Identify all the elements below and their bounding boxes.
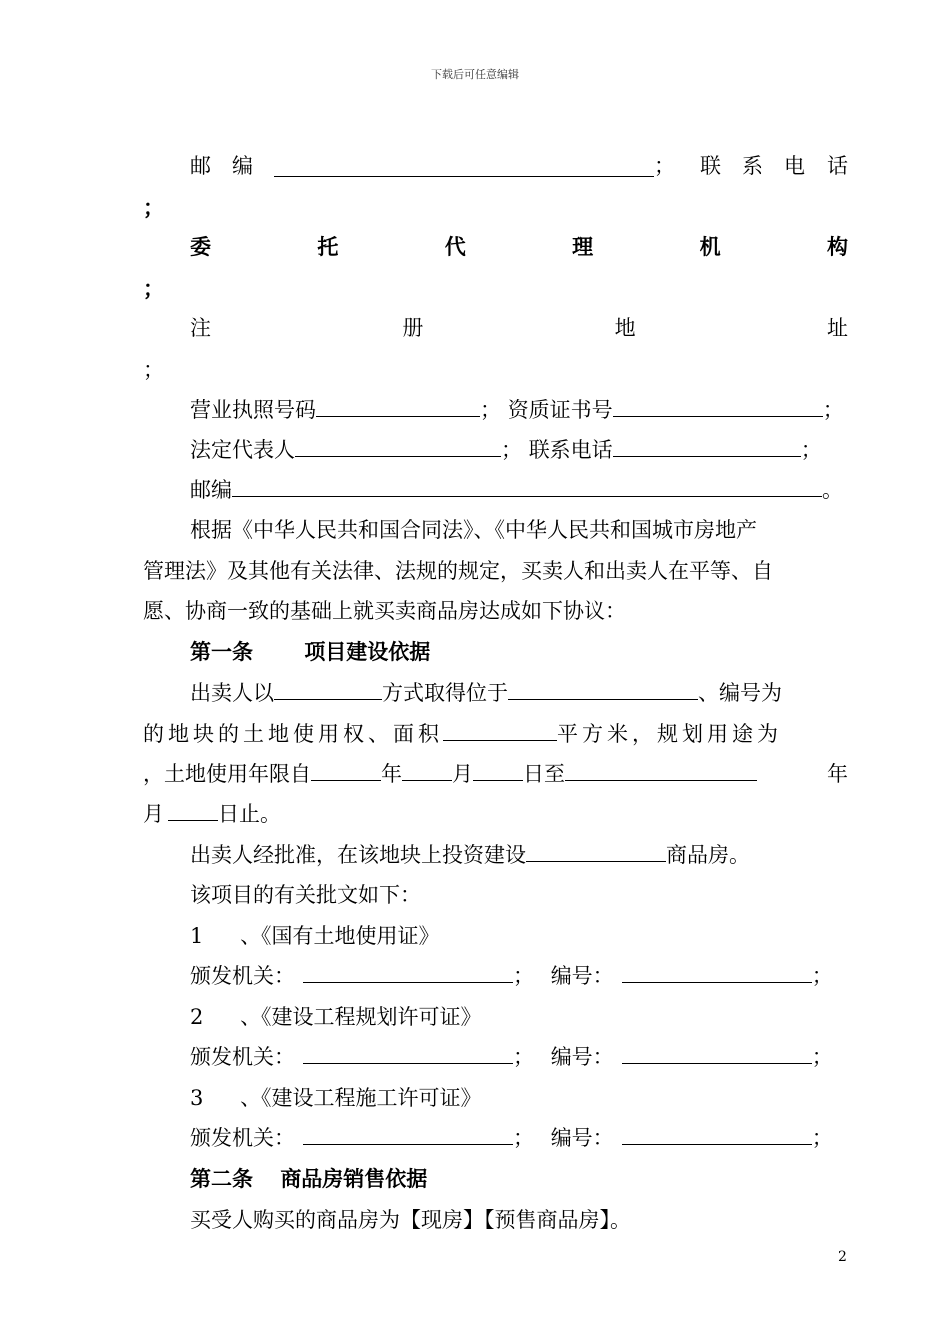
doc-1-issuer-line — [190, 962, 833, 990]
start-day-blank[interactable] — [473, 760, 523, 781]
postal2-blank[interactable] — [232, 476, 822, 497]
cert-number-blank[interactable] — [613, 396, 823, 417]
doc-1-title — [190, 922, 440, 950]
end-day-blank[interactable] — [168, 800, 218, 821]
article1-p3: 该项目的有关批文如下： — [190, 883, 421, 907]
issuer-blank[interactable] — [303, 962, 513, 983]
phone-label: 联系电话 — [528, 438, 613, 462]
text: 方式取得位于 — [382, 681, 508, 705]
doc-name: 、《国有土地使用证》 — [240, 924, 440, 948]
page-number: 2 — [838, 1249, 847, 1265]
line-end: ； — [800, 438, 822, 462]
text: 日止。 — [218, 802, 281, 826]
agency-char: 托 — [317, 235, 339, 259]
postal-label-2: 编 — [232, 154, 253, 178]
text: 出卖人以 — [190, 681, 274, 705]
legal-rep-line — [190, 436, 822, 464]
phone-char-4: 话 — [827, 154, 848, 178]
issuer-blank[interactable] — [303, 1124, 513, 1145]
text: 出卖人经批准，在该地块上投资建设 — [190, 843, 526, 867]
line-end: ； — [811, 1045, 833, 1069]
line-end: ； — [143, 276, 164, 301]
line-end: ； — [822, 398, 844, 422]
separator: ； — [501, 438, 522, 462]
agency-char: 构 — [826, 235, 848, 259]
intro-line-1: 根据《中华人民共和国合同法》、《中华人民共和国城市房地产 — [190, 518, 757, 542]
article1-heading — [190, 638, 430, 666]
text: 、编号为 — [698, 681, 782, 705]
end-year-blank[interactable] — [565, 760, 757, 781]
doc-2-title — [190, 1003, 482, 1031]
agency-char: 委 — [190, 235, 211, 259]
article2-heading — [190, 1165, 427, 1193]
article1-p2 — [190, 841, 750, 869]
phone-char-2: 系 — [742, 154, 763, 178]
separator: ； — [513, 964, 534, 988]
number-label: 编号： — [550, 1045, 614, 1069]
doc-2-issuer-line — [190, 1043, 833, 1071]
phone-blank[interactable] — [613, 436, 801, 457]
number-label: 编号： — [550, 964, 614, 988]
license-number-blank[interactable] — [316, 396, 480, 417]
location-blank[interactable] — [508, 679, 698, 700]
article1-number: 第一条 — [190, 640, 253, 664]
license-label: 营业执照号码 — [190, 398, 316, 422]
agency-char: 机 — [699, 235, 721, 259]
start-year-blank[interactable] — [311, 760, 381, 781]
address-char: 注 — [190, 316, 211, 340]
method-blank[interactable] — [274, 679, 382, 700]
issuer-label: 颁发机关： — [190, 1045, 295, 1069]
separator: ； — [513, 1126, 534, 1150]
article1-p1-line4 — [143, 800, 281, 828]
postal-phone-line — [190, 152, 848, 180]
start-month-blank[interactable] — [402, 760, 452, 781]
text: 月 — [452, 762, 473, 786]
address-char: 册 — [402, 316, 424, 340]
cert-label: 资质证书号 — [507, 398, 613, 422]
doc-number: 3 — [190, 1086, 204, 1110]
number-label: 编号： — [550, 1126, 614, 1150]
line-end: ； — [143, 195, 164, 220]
phone-char-3: 电 — [784, 154, 805, 178]
article1-p1-line1 — [190, 679, 782, 707]
issuer-label: 颁发机关： — [190, 1126, 295, 1150]
doc-3-title — [190, 1084, 482, 1112]
line-end: ； — [143, 358, 164, 382]
doc-name: 、《建设工程规划许可证》 — [240, 1005, 482, 1029]
number-blank[interactable] — [622, 1124, 812, 1145]
number-blank[interactable] — [622, 1043, 812, 1064]
doc-name: 、《建设工程施工许可证》 — [240, 1086, 482, 1110]
postal2-line — [190, 476, 843, 504]
article2-p1: 买受人购买的商品房为【现房】【预售商品房】。 — [190, 1208, 631, 1232]
license-line — [190, 396, 844, 424]
project-blank[interactable] — [526, 841, 666, 862]
article1-title: 项目建设依据 — [304, 640, 431, 664]
agency-line — [190, 233, 848, 261]
end-year-char: 年 — [827, 762, 848, 786]
text: 年 — [381, 762, 402, 786]
legal-rep-blank[interactable] — [295, 436, 501, 457]
separator: ； — [513, 1045, 534, 1069]
area-blank[interactable] — [443, 720, 557, 741]
legal-rep-label: 法定代表人 — [190, 438, 295, 462]
address-char: 地 — [614, 316, 636, 340]
article1-p1-line2 — [143, 720, 782, 748]
doc-number: 2 — [190, 1005, 204, 1029]
article2-title: 商品房销售依据 — [280, 1167, 428, 1191]
text: 月 — [143, 802, 164, 826]
text: 日至 — [523, 762, 565, 786]
line-end: 。 — [822, 478, 843, 502]
text: 的地块的土地使用权、面积 — [143, 722, 443, 746]
postal-code-blank[interactable] — [274, 156, 654, 177]
line-end: ； — [811, 1126, 833, 1150]
separator: ； — [654, 154, 675, 178]
text: ，土地使用年限自 — [143, 762, 311, 786]
intro-line-2: 管理法》及其他有关法律、法规的规定，买卖人和出卖人在平等、自 — [143, 559, 773, 583]
postal-label-1: 邮 — [190, 154, 211, 178]
postal2-label: 邮编 — [190, 478, 232, 502]
doc-3-issuer-line — [190, 1124, 833, 1152]
text: 商品房。 — [666, 843, 750, 867]
number-blank[interactable] — [622, 962, 812, 983]
separator: ； — [480, 398, 501, 422]
phone-char-1: 联 — [700, 154, 721, 178]
doc-number: 1 — [190, 924, 204, 948]
address-line — [190, 314, 848, 342]
article2-number: 第二条 — [190, 1167, 253, 1191]
text: 平方米，规划用途为 — [557, 722, 782, 746]
agency-char: 代 — [444, 235, 466, 259]
article1-p1-line3 — [143, 760, 757, 788]
intro-line-3: 愿、协商一致的基础上就买卖商品房达成如下协议： — [143, 599, 626, 623]
issuer-label: 颁发机关： — [190, 964, 295, 988]
line-end: ； — [811, 964, 833, 988]
issuer-blank[interactable] — [303, 1043, 513, 1064]
address-char: 址 — [826, 316, 848, 340]
agency-char: 理 — [572, 235, 594, 259]
page-header: 下载后可任意编辑 — [431, 68, 519, 81]
